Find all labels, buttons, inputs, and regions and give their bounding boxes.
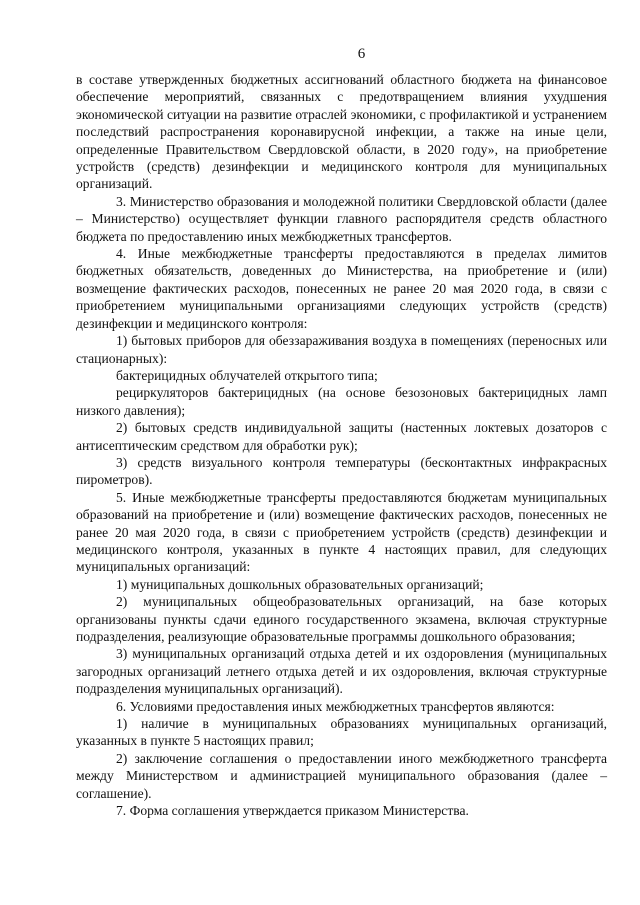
paragraph-item-5: 5. Иные межбюджетные трансферты предоставляются бюджетам муниципальных образований на приобретение и (или) возмещение фактических расходов, понесенных не ранее 20 мая 2020 года, в связи с приобретением устройств (средств) дезинфекции и медицинского контроля, указанных в пункте 4 настоящих правил, для следующих муниципальных организаций:	[76, 489, 607, 575]
subitem-5-3: 3) муниципальных организаций отдыха детей и их оздоровления (муниципальных загородных организаций летнего отдыха детей и их оздоровления, включая структурные подразделения муниципальных организаций).	[76, 646, 607, 697]
subitem-5-2: 2) муниципальных общеобразовательных организаций, на базе которых организованы пункты сдачи единого государственного экзамена, включая структурные подразделения, реализующие образовательные программы дошкольного образования;	[76, 594, 607, 644]
subitem-4-1-irradiators: бактерицидных облучателей открытого типа;	[116, 367, 378, 383]
subitem-6-1: 1) наличие в муниципальных образованиях муниципальных организаций, указанных в пункте 5 настоящих правил;	[76, 716, 607, 749]
subitem-4-3: 3) средств визуального контроля температуры (бесконтактных инфракрасных пирометров).	[76, 454, 607, 488]
subitem-5-1: 1) муниципальных дошкольных образовательных организаций;	[116, 576, 484, 592]
document-body	[76, 71, 607, 819]
subitem-4-1-recirculators: рециркуляторов бактерицидных (на основе безозоновых бактерицидных ламп низкого давления);	[76, 385, 607, 418]
subitem-6-2: 2) заключение соглашения о предоставлении иного межбюджетного трансферта между Министерством и администрацией муниципального образования (далее – соглашение).	[76, 750, 607, 801]
paragraph-continuation: в составе утвержденных бюджетных ассигнований областного бюджета на финансовое обеспечение мероприятий, связанных с предотвращением влияния ухудшения экономической ситуации на развитие отраслей экономики, с профилактикой и устранением последствий распространения коронавирусной инфекции, а также на иные цели, определенные Правительством Свердловской области, в 2020 году», на приобретение устройств (средств) дезинфекции и медицинского контроля для муниципальных организаций.	[76, 72, 607, 192]
paragraph-item-7: 7. Форма соглашения утверждается приказом Министерства.	[116, 803, 469, 819]
paragraph-item-3: 3. Министерство образования и молодежной политики Свердловской области (далее – Министерство) осуществляет функции главного распорядителя средств областного бюджета по предоставлению иных межбюджетных трансфертов.	[76, 193, 607, 244]
subitem-4-1: 1) бытовых приборов для обеззараживания воздуха в помещениях (переносных или стационарных):	[76, 333, 607, 366]
subitem-4-2: 2) бытовых средств индивидуальной защиты (настенных локтевых дозаторов с антисептическим средством для обработки рук);	[76, 420, 607, 453]
paragraph-item-4: 4. Иные межбюджетные трансферты предоставляются в пределах лимитов бюджетных обязательств, доведенных до Министерства, на приобретение и (или) возмещение фактических расходов, понесенных не ранее 20 мая 2020 года, в связи с приобретением муниципальными организациями следующих устройств (средств) дезинфекции и медицинского контроля:	[76, 246, 607, 331]
page-number: 6	[357, 46, 366, 62]
paragraph-item-6: 6. Условиями предоставления иных межбюджетных трансфертов являются:	[116, 698, 555, 714]
